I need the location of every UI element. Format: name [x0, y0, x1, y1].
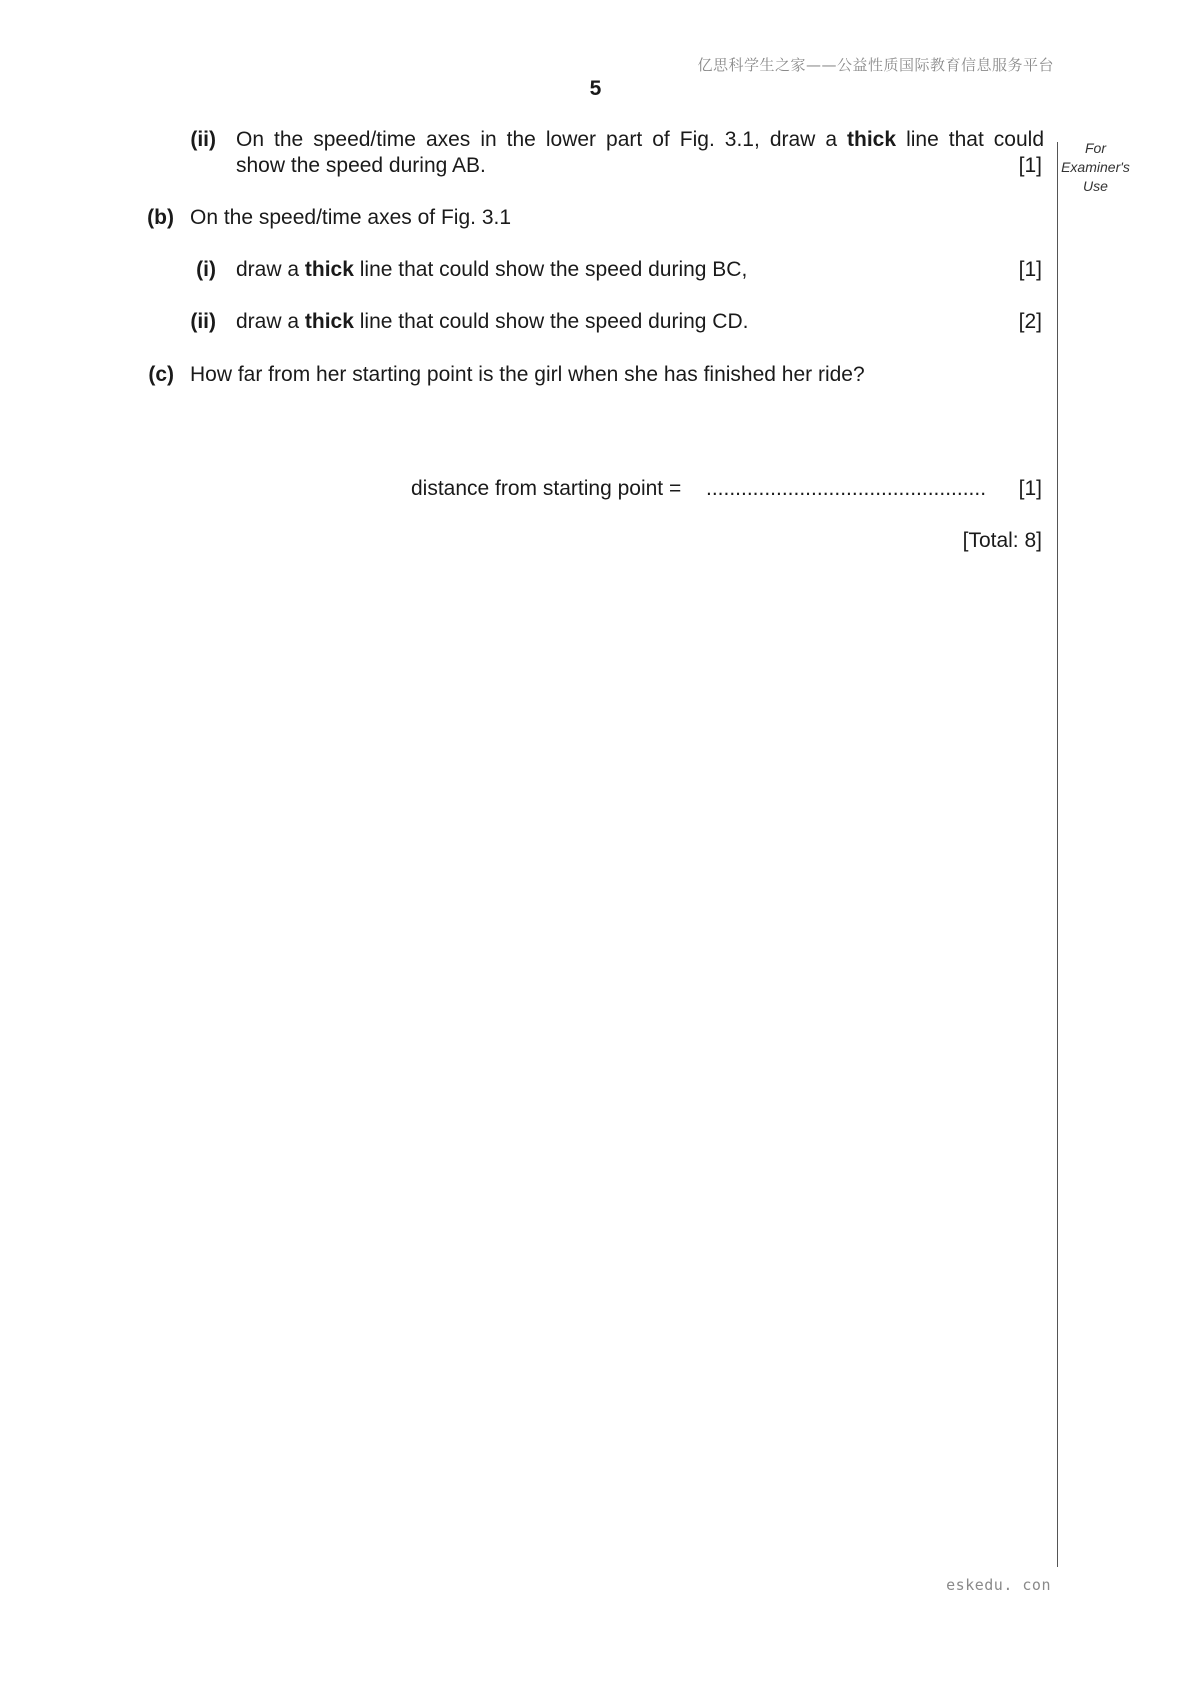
- question-label: (i): [196, 258, 216, 281]
- examiner-margin-rule: [1057, 142, 1058, 1567]
- question-text-part: line that could show the speed during CD.: [359, 310, 749, 333]
- mark-allocation: [1]: [1018, 477, 1042, 500]
- answer-dots: ................................................: [706, 477, 987, 500]
- question-text-part: On the speed/time axes in the lower part of Fig. 3.1, draw a: [236, 128, 838, 151]
- question-text: How far from her starting point is the girl when she has finished her ride?: [190, 363, 865, 386]
- mark-allocation: [1]: [1018, 258, 1042, 281]
- answer-label: distance from starting point =: [411, 477, 682, 500]
- footer-watermark: eskedu. con: [946, 1576, 1051, 1594]
- question-text: [236, 309, 748, 335]
- question-label: (c): [148, 363, 174, 386]
- question-text-part: line that could show the speed during BC,: [359, 258, 748, 281]
- mark-allocation: [1]: [1018, 154, 1042, 177]
- examiner-label-line: Use: [1083, 178, 1108, 194]
- question-text-line2: show the speed during AB.: [236, 154, 486, 177]
- header-watermark: 亿思科学生之家——公益性质国际教育信息服务平台: [697, 56, 1054, 74]
- mark-allocation: [2]: [1018, 310, 1042, 333]
- question-text: [236, 257, 747, 283]
- question-text: On the speed/time axes of Fig. 3.1: [190, 206, 512, 229]
- question-text: [236, 127, 1044, 153]
- page-number: 5: [589, 77, 602, 100]
- emphasis-thick: thick: [847, 128, 897, 151]
- emphasis-thick: thick: [304, 310, 354, 333]
- question-text-part: draw a: [236, 258, 300, 281]
- answer-line[interactable]: [706, 476, 1002, 502]
- total-marks: [Total: 8]: [962, 529, 1042, 552]
- question-label: (b): [147, 206, 174, 229]
- question-text-part: line that could: [906, 128, 1044, 151]
- examiner-label-line: For: [1085, 140, 1106, 156]
- question-label: (ii): [190, 128, 216, 151]
- emphasis-thick: thick: [304, 258, 354, 281]
- question-text-part: draw a: [236, 310, 300, 333]
- question-label: (ii): [190, 310, 216, 333]
- examiner-label-line: Examiner's: [1061, 159, 1130, 175]
- examiner-use-label: [1058, 139, 1133, 196]
